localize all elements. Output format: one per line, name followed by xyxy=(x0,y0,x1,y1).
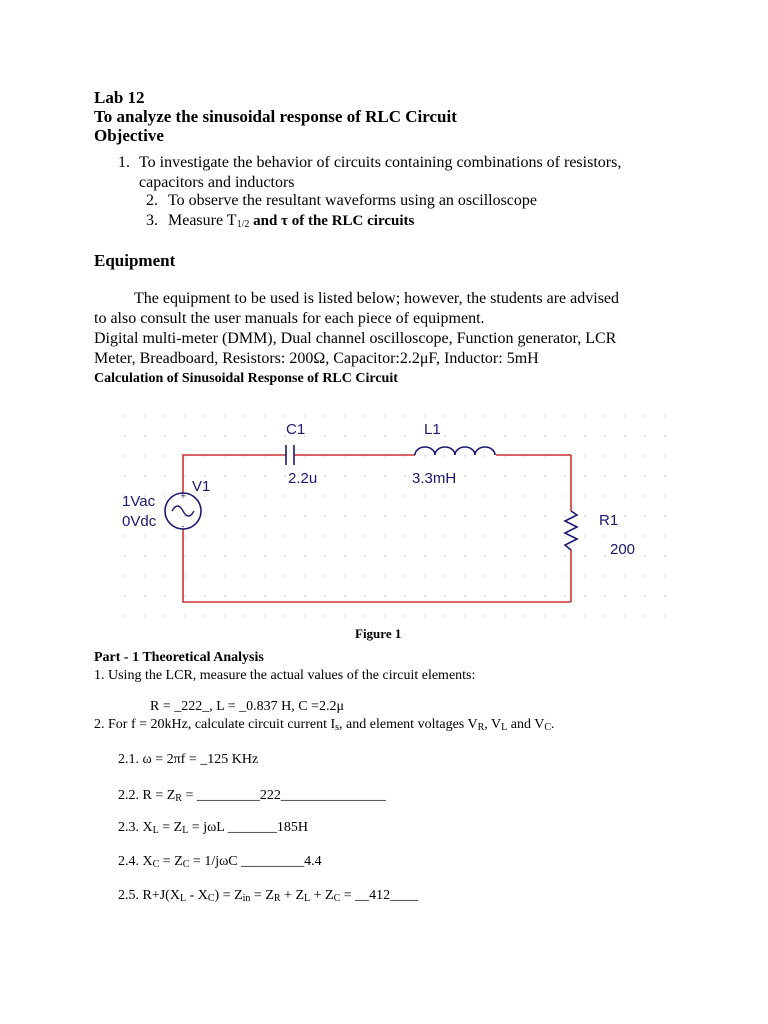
objective-2-text: To observe the resultant waveforms using an oscilloscope xyxy=(168,192,538,209)
lab-title: To analyze the sinusoidal response of RLC Circuit xyxy=(94,107,457,126)
objective-3-num: 3. xyxy=(146,212,158,229)
objective-2-num: 2. xyxy=(146,192,158,209)
calc-2-1: 2.1. ω = 2πf = _125 KHz xyxy=(118,752,259,767)
equipment-list-line2: Meter, Breadboard, Resistors: 200Ω, Capacitor:2.2μF, Inductor: 5mH xyxy=(94,350,539,367)
capacitor-name-label: C1 xyxy=(286,421,306,438)
svg-text:-: - xyxy=(181,521,185,531)
resistor-name-label: R1 xyxy=(599,512,619,529)
calculation-heading: Calculation of Sinusoidal Response of RLC Circuit xyxy=(94,371,398,386)
resistor-value-label: 200 xyxy=(610,541,636,558)
measured-values: R = _222_, L = _0.837 H, C =2.2μ xyxy=(150,699,345,714)
part1-heading: Part - 1 Theoretical Analysis xyxy=(94,650,264,665)
svg-text:+: + xyxy=(180,491,186,501)
part1-item2: 2. For f = 20kHz, calculate circuit current $I_s$, and element voltages $V_R$, $V_L$ and $V_C$. xyxy=(94,717,555,733)
objective-1-line2: capacitors and inductors xyxy=(139,174,295,191)
objective-1-num: 1. xyxy=(118,154,130,171)
source-name-label: V1 xyxy=(192,478,211,495)
equipment-heading: Equipment xyxy=(94,251,176,270)
equipment-list-line1: Digital multi-meter (DMM), Dual channel oscilloscope, Function generator, LCR xyxy=(94,330,617,347)
calc-2-3: 2.3. $X_L = Z_L = j\omega L$ _______185H xyxy=(118,820,308,836)
figure-caption: Figure 1 xyxy=(355,626,402,641)
inductor-name-label: L1 xyxy=(424,421,441,438)
grid-background xyxy=(110,405,670,620)
source-ac-label: 1Vac xyxy=(122,493,156,510)
calc-2-2: 2.2. $R = Z_R$ = _________222_______________ xyxy=(118,788,386,804)
source-dc-label: 0Vdc xyxy=(122,513,157,530)
calc-2-5: 2.5. $R+J(X_L - X_C) = Z_{in} = Z_R + Z_L + Z_C$ = __412____ xyxy=(118,888,419,904)
capacitor-value-label: 2.2u xyxy=(288,470,318,487)
rlc-circuit-schematic xyxy=(110,405,670,620)
inductor-value-label: 3.3mH xyxy=(412,470,457,487)
objective-1-line1: To investigate the behavior of circuits containing combinations of resistors, xyxy=(139,154,622,171)
equipment-paragraph-line1: The equipment to be used is listed below; however, the students are advised xyxy=(134,290,620,307)
calc-2-4: 2.4. $X_C = Z_C = 1/j\omega C$ _________4.4 xyxy=(118,854,322,870)
part1-item1: 1. Using the LCR, measure the actual values of the circuit elements: xyxy=(94,668,476,683)
lab-number: Lab 12 xyxy=(94,88,145,107)
equipment-paragraph-line2: to also consult the user manuals for each piece of equipment. xyxy=(94,310,485,327)
objective-heading: Objective xyxy=(94,126,164,145)
objective-3-text: Measure $T_{1/2}$ and τ of the RLC circuits xyxy=(168,212,415,230)
